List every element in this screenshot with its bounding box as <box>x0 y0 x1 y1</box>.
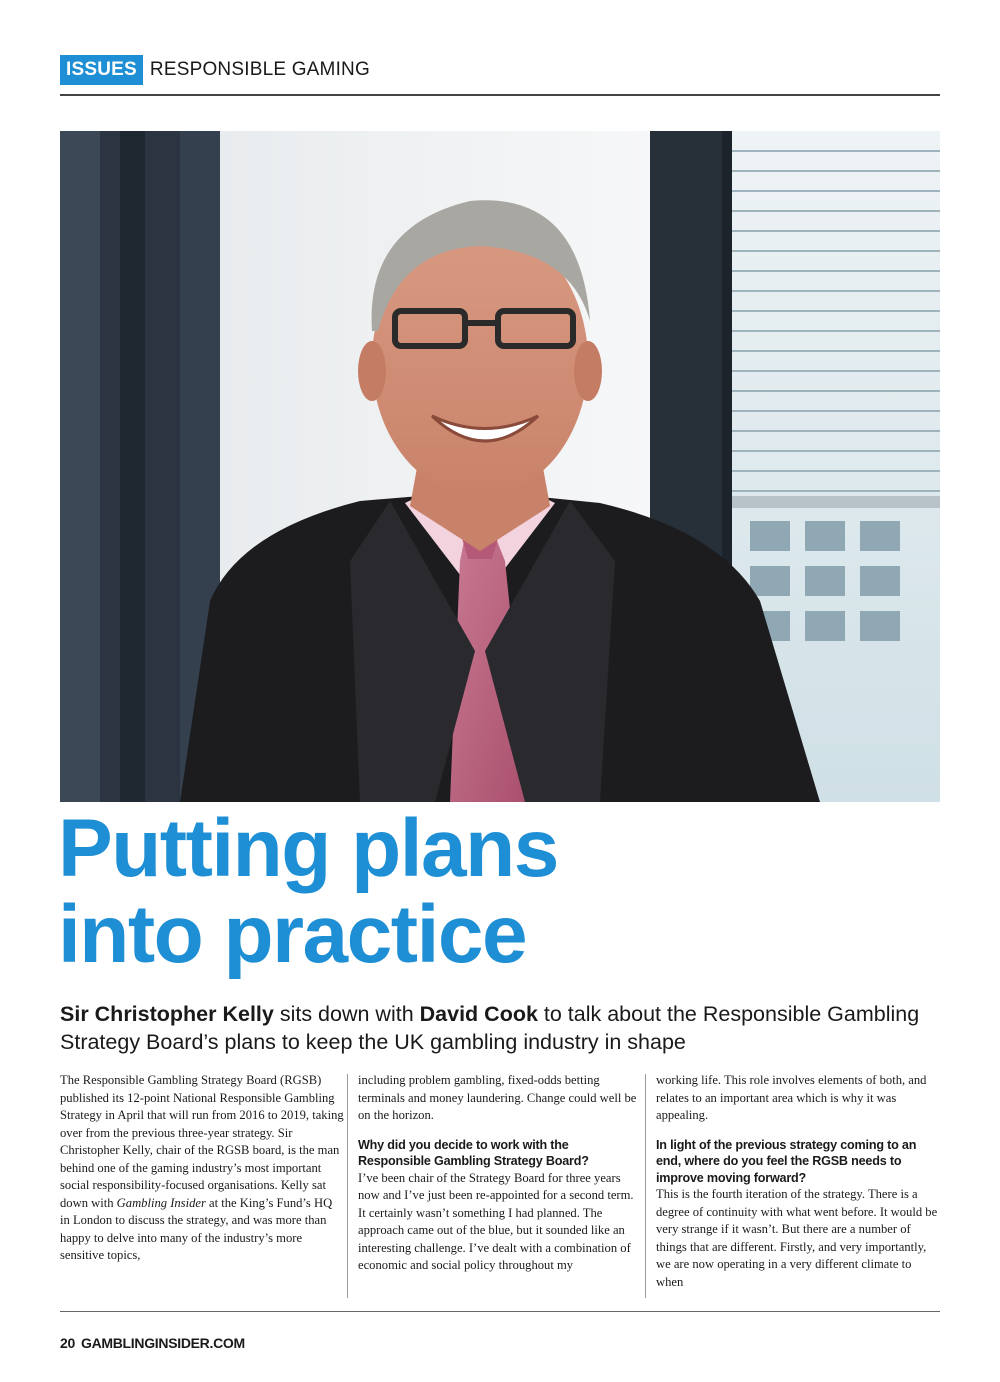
intro-text-a: The Responsible Gambling Strategy Board (RGSB) published its 12-point National Responsible Gambling Strategy in April that will run from 2016 to 2019, taking over from the previous three-year strategy. Sir Christopher Kelly, chair of the RGSB board, is the man behind one of the gaming industry’s most important social responsibility-focused organisations. Kelly sat down with <box>60 1073 344 1210</box>
body-column-3 <box>656 1072 941 1291</box>
headline-line-1: Putting plans <box>58 803 558 894</box>
answer-1-continued: working life. This role involves elements of both, and relates to an important area which is why it was appealing. <box>656 1073 927 1122</box>
interview-answer-2: This is the fourth iteration of the strategy. There is a degree of continuity with what went before. It would be very strange if it wasn’t. But there are a number of things that are different. Firstly, and very importantly, we are now operating in a very different climate to when <box>656 1187 938 1289</box>
publication-name: Gambling Insider <box>116 1195 206 1210</box>
section-header <box>60 54 370 86</box>
interview-answer-1: I’ve been chair of the Strategy Board for three years now and I’ve just been re-appointed for a second term. It certainly wasn’t something I had planned. The approach came out of the blue, but it sounded like an interesting challenge. I’ve dealt with a combination of economic and social policy throughout my <box>358 1170 634 1272</box>
body-column-2 <box>358 1072 643 1275</box>
standfirst-text-2: to talk about the Responsible Gambling Strategy Board’s plans to keep the UK gambling industry in shape <box>60 1002 920 1054</box>
interview-question-2: In light of the previous strategy coming to an end, where do you feel the RGSB needs to improve moving forward? <box>656 1137 917 1185</box>
header-rule <box>60 94 940 96</box>
footer-rule <box>60 1311 940 1312</box>
footer-site: GAMBLINGINSIDER.COM <box>80 1335 245 1351</box>
section-title: RESPONSIBLE GAMING <box>149 59 370 80</box>
standfirst-subject: Sir Christopher Kelly <box>60 1002 274 1026</box>
standfirst-text-1: sits down with <box>273 1002 420 1026</box>
intro-text-b: at the King’s Fund’s HQ in London to discuss the strategy, and was more than happy to delve into many of the industry’s more sensitive topics, <box>60 1195 333 1262</box>
page-footer <box>60 1335 245 1351</box>
headline-line-2: into practice <box>58 889 527 980</box>
intro-paragraph <box>60 1072 345 1265</box>
portrait-photo <box>60 131 940 802</box>
body-column-1 <box>60 1072 345 1265</box>
article-headline <box>58 803 938 980</box>
page-number: 20 <box>60 1335 75 1351</box>
section-badge: ISSUES <box>60 55 143 85</box>
standfirst-author: David Cook <box>419 1002 538 1026</box>
column-divider <box>347 1074 348 1298</box>
standfirst <box>60 1000 940 1056</box>
intro-continued: including problem gambling, fixed-odds betting terminals and money laundering. Change could well be on the horizon. <box>358 1073 637 1122</box>
column-divider <box>645 1074 646 1298</box>
interview-question-1: Why did you decide to work with the Responsible Gambling Strategy Board? <box>358 1137 589 1168</box>
